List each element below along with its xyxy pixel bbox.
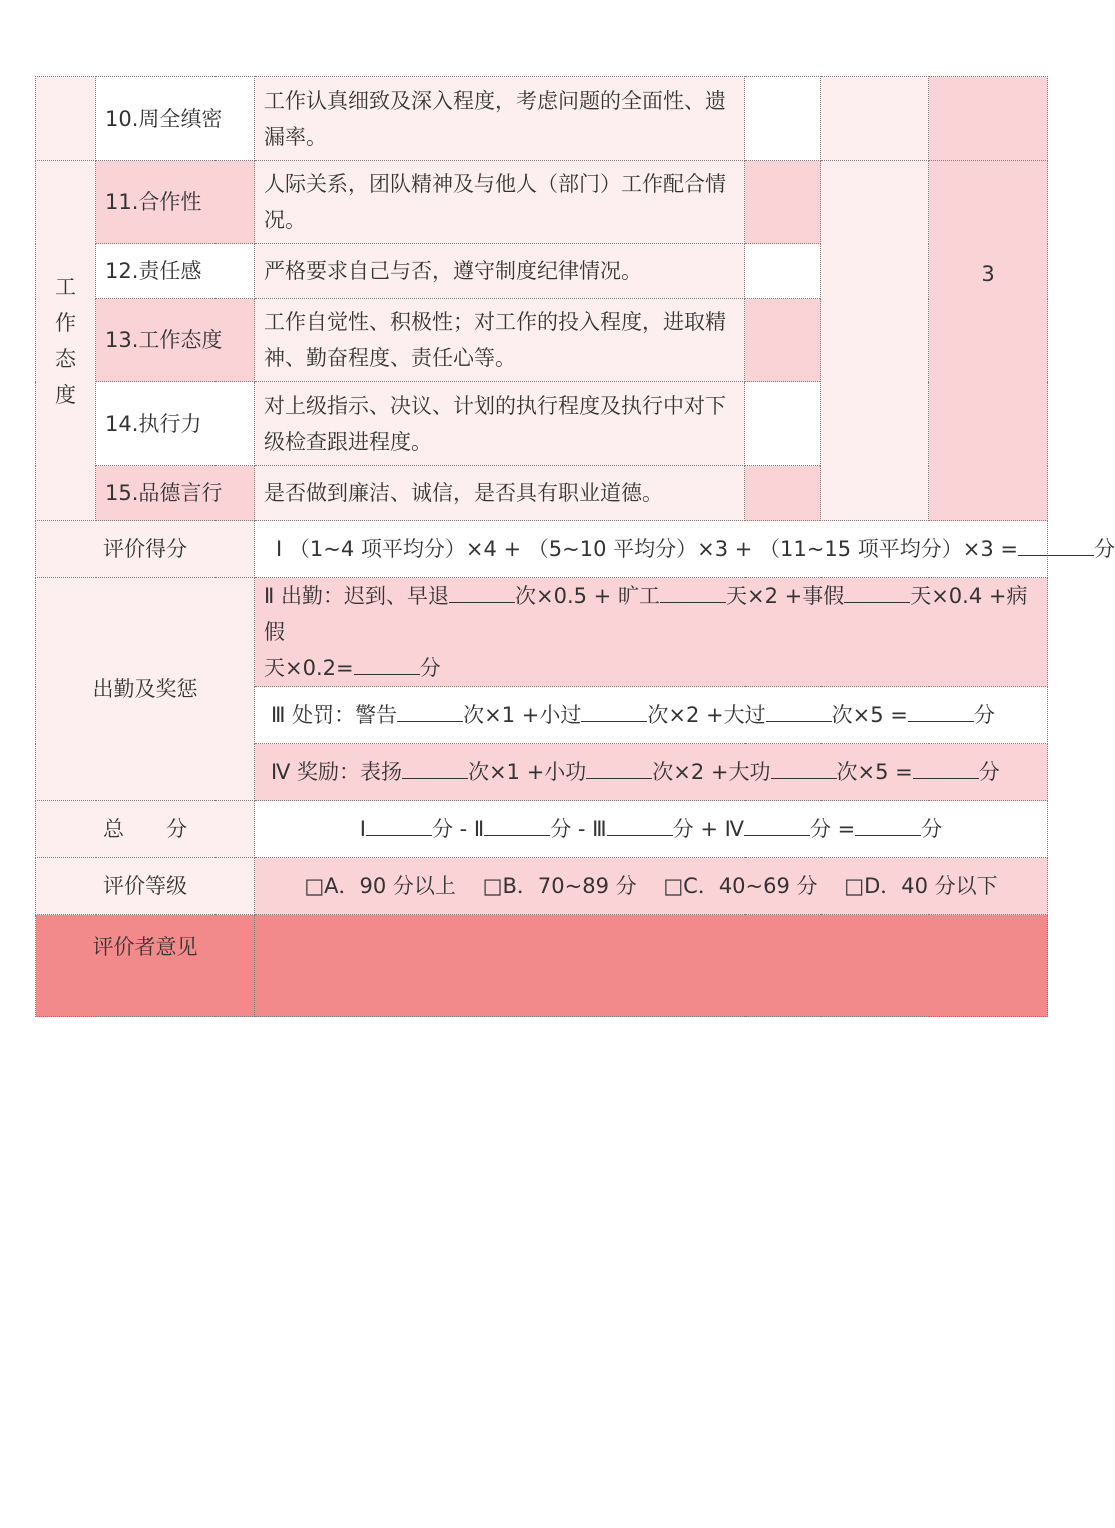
minor-merit-blank[interactable] [586, 754, 652, 779]
attendance-unit: 分 [419, 656, 441, 680]
score-input-cell[interactable] [745, 244, 821, 299]
total-formula [255, 801, 1048, 858]
opinion-label: 评价者意见 [36, 915, 255, 1017]
minor-demerit-blank[interactable] [581, 697, 647, 722]
personal-leave-blank[interactable] [844, 578, 910, 603]
warning-blank[interactable] [397, 697, 463, 722]
attendance-text: 天×0.4 +病假 [264, 584, 1028, 644]
reward-text: 次×2 +大功 [652, 760, 771, 784]
reward-formula [255, 744, 1048, 801]
total-blank-4[interactable] [744, 811, 810, 836]
attendance-formula [255, 578, 1048, 687]
score-formula-text: Ⅰ （1~4 项平均分）×4 + （5~10 平均分）×3 + （11~15 项平均分）×3 = [276, 537, 1018, 561]
category-label [36, 161, 96, 521]
total-blank-1[interactable] [366, 811, 432, 836]
criteria-name: 11.合作性 [96, 161, 255, 244]
reward-text: 次×1 +小功 [468, 760, 587, 784]
criteria-name: 12.责任感 [96, 244, 255, 299]
grade-option-c[interactable]: □C．40~69 分 [663, 874, 818, 898]
total-text: Ⅰ [359, 817, 366, 841]
absent-blank[interactable] [660, 578, 726, 603]
punishment-formula [255, 687, 1048, 744]
criteria-row-11 [36, 161, 1048, 244]
criteria-desc: 对上级指示、决议、计划的执行程度及执行中对下级检查跟进程度。 [255, 382, 745, 466]
commendation-blank[interactable] [402, 754, 468, 779]
criteria-desc: 人际关系，团队精神及与他人（部门）工作配合情况。 [255, 161, 745, 244]
late-blank[interactable] [449, 578, 515, 603]
punishment-unit: 分 [973, 703, 995, 727]
score-blank[interactable] [1018, 531, 1094, 556]
score-input-cell[interactable] [745, 382, 821, 466]
score-formula [255, 521, 1115, 578]
total-blank-5[interactable] [855, 811, 921, 836]
total-text: 分 - Ⅱ [431, 817, 485, 841]
punishment-text: 次×5 = [831, 703, 908, 727]
total-text: 分 + Ⅳ [672, 817, 744, 841]
major-demerit-blank[interactable] [766, 697, 832, 722]
category-cell-prev [36, 77, 96, 161]
score-row [36, 521, 1048, 578]
punishment-text: 次×1 +小过 [463, 703, 582, 727]
reward-total-blank[interactable] [913, 754, 979, 779]
attendance-total-blank[interactable] [354, 650, 420, 675]
grade-row [36, 858, 1048, 915]
score-input-cell[interactable] [745, 161, 821, 244]
score-input-cell[interactable] [745, 77, 821, 161]
total-row [36, 801, 1048, 858]
grade-option-a[interactable]: □A．90 分以上 [304, 874, 456, 898]
score-input-cell[interactable] [745, 466, 821, 521]
total-label: 总 分 [36, 801, 255, 858]
major-merit-blank[interactable] [771, 754, 837, 779]
total-blank-2[interactable] [484, 811, 550, 836]
attendance-text: 次×0.5 + 旷工 [515, 584, 660, 608]
score-unit: 分 [1093, 537, 1115, 561]
attendance-text: 天×0.2= [264, 656, 354, 680]
attendance-text: 天×2 +事假 [725, 584, 845, 608]
grade-option-b[interactable]: □B．70~89 分 [482, 874, 637, 898]
attendance-text: Ⅱ 出勤：迟到、早退 [264, 584, 450, 608]
opinion-field[interactable] [255, 915, 1048, 1017]
attendance-row [36, 578, 1048, 687]
evaluation-table [35, 76, 1115, 1017]
grade-label: 评价等级 [36, 858, 255, 915]
subtotal-cell [821, 161, 929, 521]
punishment-total-blank[interactable] [908, 697, 974, 722]
criteria-name: 14.执行力 [96, 382, 255, 466]
punishment-text: 次×2 +大过 [647, 703, 766, 727]
opinion-row [36, 915, 1048, 1017]
criteria-desc: 工作认真细致及深入程度，考虑问题的全面性、遗漏率。 [255, 77, 745, 161]
category-char: 工 [55, 274, 76, 299]
reward-text: Ⅳ 奖励：表扬 [271, 760, 403, 784]
criteria-name: 10.周全缜密 [96, 77, 255, 161]
score-label: 评价得分 [36, 521, 255, 578]
category-char: 度 [55, 382, 76, 407]
criteria-name: 15.品德言行 [96, 466, 255, 521]
grade-options [255, 858, 1048, 915]
category-char: 作 [55, 310, 76, 335]
criteria-desc: 工作自觉性、积极性；对工作的投入程度，进取精神、勤奋程度、责任心等。 [255, 299, 745, 382]
reward-text: 次×5 = [836, 760, 913, 784]
weight-cell: 3 [929, 161, 1048, 521]
grade-option-d[interactable]: □D．40 分以下 [844, 874, 998, 898]
subtotal-cell [821, 77, 929, 161]
total-text: 分 = [809, 817, 856, 841]
punishment-text: Ⅲ 处罚：警告 [271, 703, 398, 727]
score-input-cell[interactable] [745, 299, 821, 382]
criteria-desc: 是否做到廉洁、诚信，是否具有职业道德。 [255, 466, 745, 521]
attendance-label: 出勤及奖惩 [36, 578, 255, 801]
total-blank-3[interactable] [607, 811, 673, 836]
total-text: 分 - Ⅲ [550, 817, 607, 841]
criteria-desc: 严格要求自己与否，遵守制度纪律情况。 [255, 244, 745, 299]
category-char: 态 [55, 346, 76, 371]
weight-cell [929, 77, 1048, 161]
total-unit: 分 [921, 817, 943, 841]
reward-unit: 分 [978, 760, 1000, 784]
criteria-row-10 [36, 77, 1048, 161]
criteria-name: 13.工作态度 [96, 299, 255, 382]
